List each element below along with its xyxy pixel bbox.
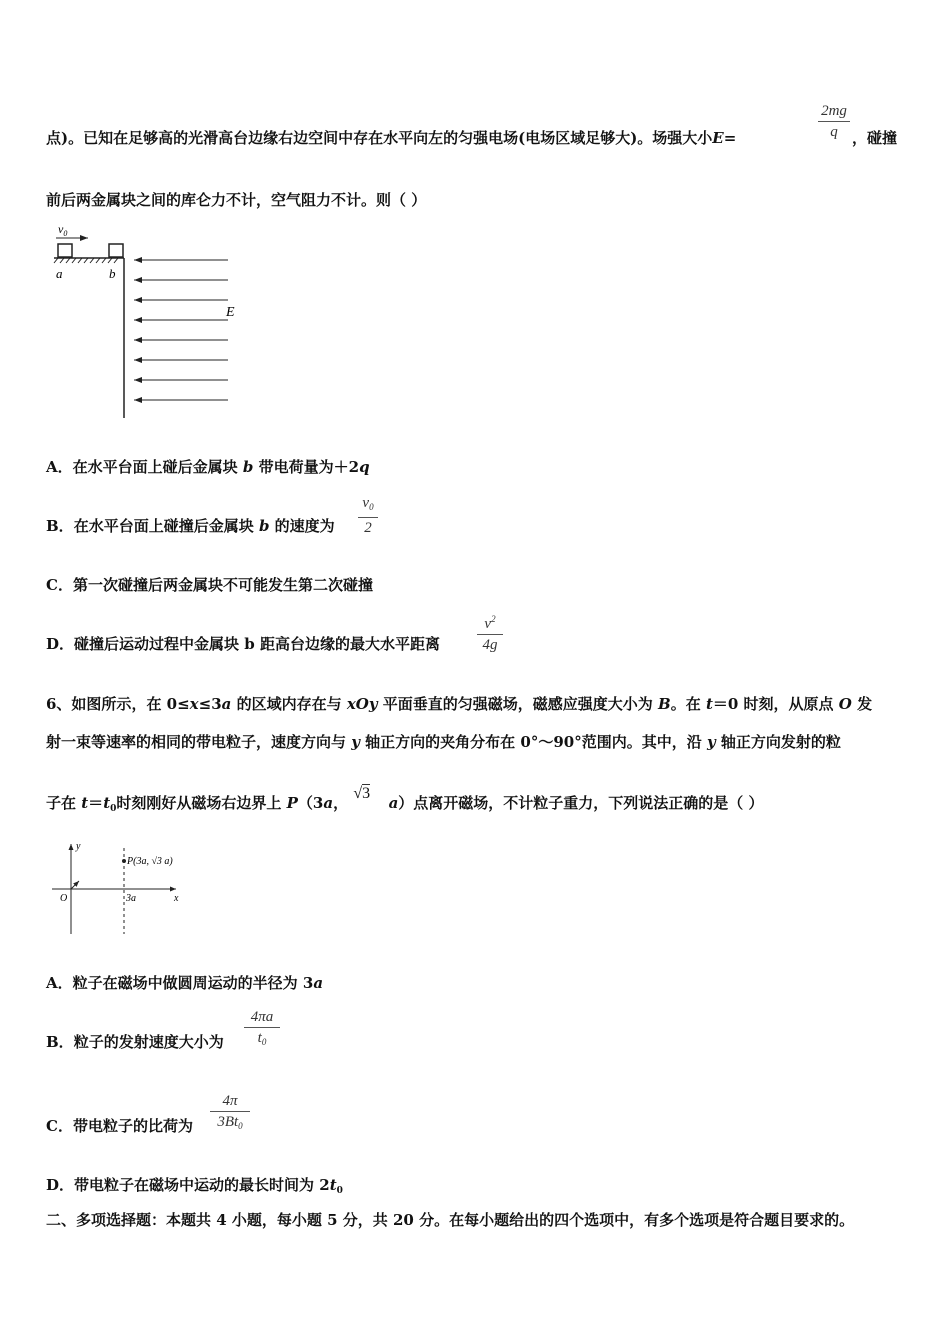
q5-option-d: D．碰撞后运动过程中金属块 b 距高台边缘的最大水平距离 — [46, 635, 440, 653]
q6-stem-line1: 6、如图所示，在 0≤x≤3a 的区域内存在与 xOy 平面垂直的匀强磁场，磁感应强度大小为 B。在 t＝0 时刻，从原点 O 发 — [46, 695, 873, 713]
q5-stem-line2: 前后两金属块之间的库仑力不计，空气阻力不计。则（ ） — [46, 191, 427, 209]
q6-option-c: C．带电粒子的比荷为 — [46, 1117, 193, 1135]
q6-figure — [46, 838, 196, 938]
label-a: a — [56, 266, 63, 281]
q6-option-b-fraction: 4πa $t_0$ — [244, 1008, 280, 1051]
q5-option-a: A．在水平台面上碰后金属块 b 带电荷量为＋2q — [46, 458, 370, 476]
sqrt-three: √3 — [353, 785, 371, 802]
q5-option-b: B．在水平台面上碰撞后金属块 b 的速度为 — [46, 517, 335, 535]
p-label: P(3a, √3 a) — [127, 856, 173, 867]
block-b — [109, 244, 123, 257]
v0-label: $v_0$ — [58, 222, 68, 238]
section-2-heading: 二、多项选择题：本题共 4 小题，每小题 5 分，共 20 分。在每小题给出的四个选项中，有多个选项是符合题目要求的。 — [46, 1211, 855, 1229]
q5-figure — [46, 222, 246, 422]
block-a — [58, 244, 72, 257]
q6-stem-line3: 子在 $t=t_0$时刻刚好从磁场右边界上 P（3a， √3 a）点离开磁场，不计粒子重力，下列说法正确的是（ ） — [46, 785, 764, 814]
q6-option-b: B．粒子的发射速度大小为 — [46, 1033, 224, 1051]
q6-option-d: D．带电粒子在磁场中运动的最长时间为 $2t_0$ — [46, 1176, 343, 1196]
launch-arrow — [71, 881, 79, 889]
label-E: E — [226, 305, 235, 320]
label-b: b — [109, 266, 116, 281]
point-p — [122, 859, 126, 863]
q5-stem-line1: 点)。已知在足够高的光滑高台边缘右边空间中存在水平向左的匀强电场(电场区域足够大)。场强大小E= — [46, 129, 737, 147]
q6-option-c-fraction: 4π $3Bt_0$ — [210, 1092, 250, 1135]
origin-label: O — [60, 893, 68, 904]
q5-stem-line1-end: ，碰撞 — [852, 129, 898, 147]
x-label: x — [174, 893, 179, 904]
q6-stem-line2: 射一束等速率的相同的带电粒子，速度方向与 y 轴正方向的夹角分布在 0°～90°范围内。其中，沿 y 轴正方向发射的粒 — [46, 733, 841, 751]
3a-label: 3a — [126, 893, 136, 904]
q5-option-c: C．第一次碰撞后两金属块不可能发生第二次碰撞 — [46, 576, 373, 594]
field-strength-fraction: 2mg q — [818, 102, 850, 141]
electric-field-lines — [134, 260, 228, 400]
y-label: y — [76, 841, 81, 852]
q5-option-d-fraction: $v^2$ 4g — [477, 610, 503, 654]
q6-option-a: A．粒子在磁场中做圆周运动的半径为 3a — [46, 974, 324, 992]
q5-option-b-fraction: $v_0$ 2 — [358, 494, 378, 537]
